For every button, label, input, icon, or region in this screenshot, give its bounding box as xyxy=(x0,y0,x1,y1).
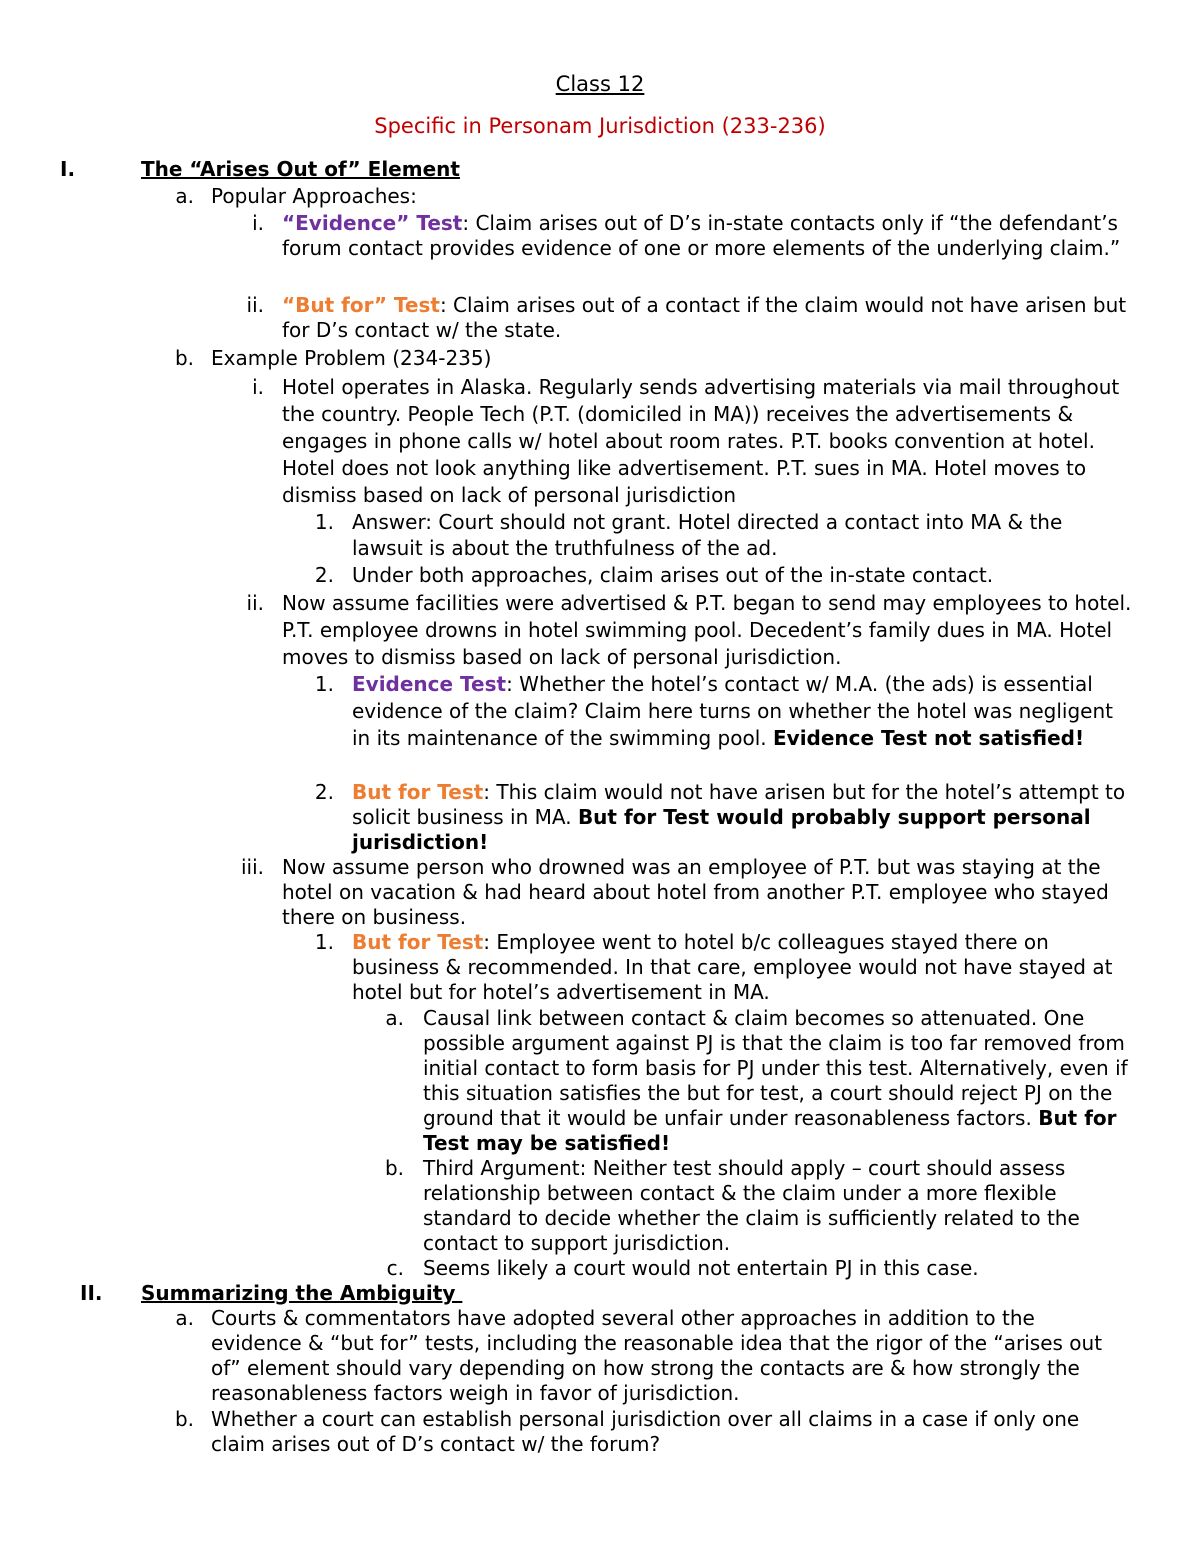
list-item-text: Popular Approaches: xyxy=(211,184,417,208)
page-title: Class 12 xyxy=(555,72,645,96)
list-item-body: : Employee went to hotel b/c colleagues stayed there on business & recommended. In that care, employee would not have stayed at hotel but for hotel’s advertisement in MA. xyxy=(352,930,1113,1004)
list-marker: i. xyxy=(252,375,264,399)
but-for-test-term: But for Test xyxy=(352,780,484,804)
list-item-body: : This claim would not have arisen but for the hotel’s attempt to solicit business in MA. xyxy=(352,780,1126,829)
list-marker: i. xyxy=(252,211,264,235)
list-marker: 2. xyxy=(314,780,334,804)
list-marker: b. xyxy=(174,1407,194,1431)
list-marker: 1. xyxy=(314,930,334,954)
list-marker: iii. xyxy=(240,855,264,879)
conclusion-bold: But for Test may be satisfied! xyxy=(423,1106,1117,1155)
list-item-body: Causal link between contact & claim becomes so attenuated. One possible argument against PJ is that the claim is too far removed from initial contact to form basis for PJ under this test. Alternatively, even if this situation satisfies the but for test, a court should reject PJ on the ground that it would be unfair under reasonableness factors. xyxy=(423,1006,1128,1130)
list-item-text: Answer: Court should not grant. Hotel directed a contact into MA & the lawsuit is about the truthfulness of the ad. xyxy=(352,510,1063,560)
list-item-text: Now assume person who drowned was an employee of P.T. but was staying at the hotel on vacation & had heard about hotel from another P.T. employee who stayed there on business. xyxy=(282,855,1109,929)
list-item-text: Under both approaches, claim arises out of the in-state contact. xyxy=(352,563,994,587)
section-1-marker: I. xyxy=(60,157,76,181)
list-item-text xyxy=(282,211,1137,261)
section-2-heading: Summarizing the Ambiguity xyxy=(141,1281,463,1305)
list-item-text: Now assume facilities were advertised & P.T. began to send may employees to hotel. P.T. employee drowns in hotel swimming pool. Decedent’s family dues in MA. Hotel moves to dismiss based on lack of personal jurisdiction. xyxy=(282,591,1132,669)
list-item-text: Courts & commentators have adopted several other approaches in addition to the evidence & “but for” tests, including the reasonable idea that the rigor of the “arises out of” element should vary depending on how strong the contacts are & how strongly the reasonableness factors weigh in favor of jurisdiction. xyxy=(211,1306,1103,1405)
list-item-text: Third Argument: Neither test should apply – court should assess relationship between contact & the claim under a more flexible standard to decide whether the claim is sufficiently related to the contact to support jurisdiction. xyxy=(423,1156,1080,1255)
list-marker: ii. xyxy=(246,293,264,317)
list-marker: a. xyxy=(175,1306,194,1330)
list-marker: 1. xyxy=(314,672,334,696)
list-item-body: : Claim arises out of a contact if the claim would not have arisen but for D’s contact w/ the state. xyxy=(282,293,1127,342)
list-item-text: Example Problem (234-235) xyxy=(211,346,492,370)
but-for-test-term: But for Test xyxy=(352,930,484,954)
list-item-text xyxy=(423,1006,1143,1156)
list-marker: 2. xyxy=(314,563,334,587)
list-item-text xyxy=(352,780,1137,855)
evidence-test-term: “Evidence” Test xyxy=(282,211,463,235)
list-marker: b. xyxy=(384,1156,404,1180)
page-subtitle: Specific in Personam Jurisdiction (233-236) xyxy=(374,114,826,138)
list-item-text xyxy=(352,671,1137,752)
list-item-text xyxy=(352,930,1137,1005)
conclusion-bold: But for Test would probably support personal jurisdiction! xyxy=(352,805,1091,854)
list-item-text xyxy=(282,293,1137,343)
list-marker: b. xyxy=(174,346,194,370)
but-for-test-term: “But for” Test xyxy=(282,293,440,317)
section-2-marker: II. xyxy=(80,1281,103,1305)
list-marker: a. xyxy=(175,184,194,208)
list-marker: 1. xyxy=(314,510,334,534)
list-marker: a. xyxy=(385,1006,404,1030)
list-item-body: : Claim arises out of D’s in-state contacts only if “the defendant’s forum contact provides evidence of one or more elements of the underlying claim.” xyxy=(282,211,1121,260)
list-marker: ii. xyxy=(246,591,264,615)
list-item-text: Seems likely a court would not entertain PJ in this case. xyxy=(423,1256,979,1280)
conclusion-bold: Evidence Test not satisfied! xyxy=(773,726,1085,750)
list-item-body: : Whether the hotel’s contact w/ M.A. (the ads) is essential evidence of the claim? Claim here turns on whether the hotel was negligent in its maintenance of the swimming pool. xyxy=(352,672,1113,750)
list-item-text: Hotel operates in Alaska. Regularly sends advertising materials via mail throughout the country. People Tech (P.T. (domiciled in MA)) receives the advertisements & engages in phone calls w/ hotel about room rates. P.T. books convention at hotel. Hotel does not look anything like advertisement. P.T. sues in MA. Hotel moves to dismiss based on lack of personal jurisdiction xyxy=(282,375,1120,507)
evidence-test-term: Evidence Test xyxy=(352,672,507,696)
list-item-text: Whether a court can establish personal jurisdiction over all claims in a case if only one claim arises out of D’s contact w/ the forum? xyxy=(211,1407,1080,1456)
list-marker: c. xyxy=(386,1256,404,1280)
section-1-heading: The “Arises Out of” Element xyxy=(141,157,460,181)
